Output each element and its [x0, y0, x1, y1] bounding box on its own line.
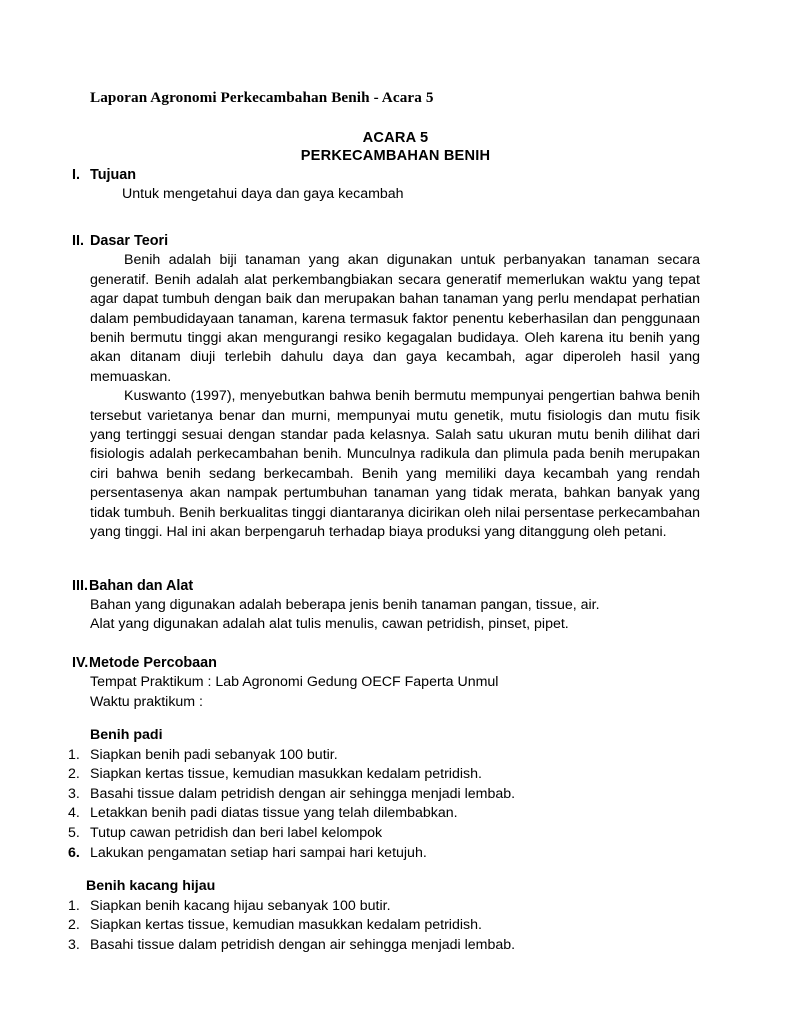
section-numeral-tujuan: I.	[72, 167, 80, 183]
section-heading-tujuan	[0, 166, 791, 185]
section-heading-dasar-teori	[0, 232, 791, 251]
list-text: Basahi tissue dalam petridish dengan air sehingga menjadi lembab.	[90, 785, 516, 802]
acara-heading: ACARA 5	[362, 130, 429, 146]
section-title-dasar-teori: Dasar Teori	[90, 233, 169, 250]
dasar-teori-paragraph-1: Benih adalah biji tanaman yang akan digunakan untuk perbanyakan tanaman secara generatif. Benih adalah alat perkembangbiakan secara generatif memerlukan waktu yang tepat agar dapat tumbuh dengan baik dan merupakan bahan tanaman yang perlu mendapat perhatian dalam pembudidayaan tanaman, karena termasuk faktor penentu keberhasilan dan penggunaan benih bermutu tinggi akan mengurangi resiko kegagalan budidaya. Oleh karena itu benih yang akan ditanam diuji terlebih dahulu daya dan gaya kecambah, agar diperoleh hasil yang memuaskan.	[90, 252, 700, 385]
list-marker: 2.	[68, 917, 80, 934]
section-numeral-bahan-dan-alat: III.	[72, 577, 88, 594]
list-item	[0, 936, 791, 956]
document-body	[0, 166, 791, 955]
list-item	[0, 746, 791, 766]
list-text: Siapkan benih kacang hijau sebanyak 100 butir.	[90, 897, 391, 914]
list-marker: 1.	[68, 746, 80, 763]
list-item	[0, 844, 791, 864]
section-title-tujuan: Tujuan	[90, 167, 137, 183]
list-item	[0, 804, 791, 824]
subheading-benih-kacang-hijau: Benih kacang hijau	[86, 878, 216, 895]
bahan-dan-alat-line-1: Bahan yang digunakan adalah beberapa jenis benih tanaman pangan, tissue, air.	[90, 596, 600, 613]
list-item	[0, 916, 791, 936]
list-text: Siapkan kertas tissue, kemudian masukkan kedalam petridish.	[90, 917, 482, 934]
list-item	[0, 785, 791, 805]
steps-list-benih-padi	[0, 746, 791, 864]
section-heading-bahan-dan-alat	[0, 577, 791, 596]
dasar-teori-paragraph-2: Kuswanto (1997), menyebutkan bahwa benih bermutu mempunyai pengertian bahwa benih tersebut varietanya benar dan murni, mempunyai mutu genetik, mutu fisiologis dan mutu fisik yang tertinggi sesuai dengan standar pada kelasnya. Salah satu ukuran mutu benih dilihat dari fisiologis adalah perkecambahan benih. Munculnya radikula dan plimula pada benih merupakan ciri bahwa benih sedang berkecambah. Benih yang memiliki daya kecambah yang rendah persentasenya akan nampak pertumbuhan tanaman yang tidak merata, bahkan banyak yang tidak tumbuh. Benih berkualitas tinggi diantaranya dicirikan oleh nilai persentase perkecambahan yang tinggi. Hal ini akan berpengaruh terhadap biaya produksi yang ditanggung oleh petani.	[90, 388, 700, 541]
bahan-dan-alat-line-2: Alat yang digunakan adalah alat tulis menulis, cawan petridish, pinset, pipet.	[90, 615, 569, 632]
steps-list-benih-kacang-hijau	[0, 897, 791, 956]
list-marker: 2.	[68, 766, 80, 783]
list-text: Siapkan kertas tissue, kemudian masukkan kedalam petridish.	[90, 766, 482, 783]
section-title-bahan-dan-alat: Bahan dan Alat	[89, 577, 194, 594]
list-item	[0, 824, 791, 844]
list-text: Siapkan benih padi sebanyak 100 butir.	[90, 746, 338, 763]
section-heading-metode-percobaan	[0, 654, 791, 673]
list-marker: 5.	[68, 824, 80, 841]
list-marker: 4.	[68, 805, 80, 822]
list-text: Letakkan benih padi diatas tissue yang telah dilembabkan.	[90, 805, 458, 822]
list-marker: 3.	[68, 936, 80, 953]
list-marker: 3.	[68, 785, 80, 802]
metode-percobaan-line-2: Waktu praktikum :	[90, 693, 204, 710]
list-text: Basahi tissue dalam petridish dengan air sehingga menjadi lembab.	[90, 936, 516, 953]
metode-percobaan-line-1: Tempat Praktikum : Lab Agronomi Gedung OECF Faperta Unmul	[90, 674, 499, 691]
section-title-metode-percobaan: Metode Percobaan	[89, 655, 217, 672]
list-text: Lakukan pengamatan setiap hari sampai hari ketujuh.	[90, 844, 427, 861]
section-numeral-metode-percobaan: IV.	[72, 655, 89, 672]
subheading-benih-padi: Benih padi	[90, 727, 163, 744]
list-item	[0, 897, 791, 917]
list-text: Tutup cawan petridish dan beri label kelompok	[90, 824, 383, 841]
list-marker: 1.	[68, 897, 80, 914]
page-title: Laporan Agronomi Perkecambahan Benih - Acara 5	[90, 89, 434, 106]
section-numeral-dasar-teori: II.	[72, 233, 84, 250]
list-marker: 6.	[68, 844, 80, 861]
list-item	[0, 765, 791, 785]
tujuan-body-line: Untuk mengetahui daya dan gaya kecambah	[122, 186, 404, 202]
perkecambahan-heading: PERKECAMBAHAN BENIH	[300, 148, 491, 164]
